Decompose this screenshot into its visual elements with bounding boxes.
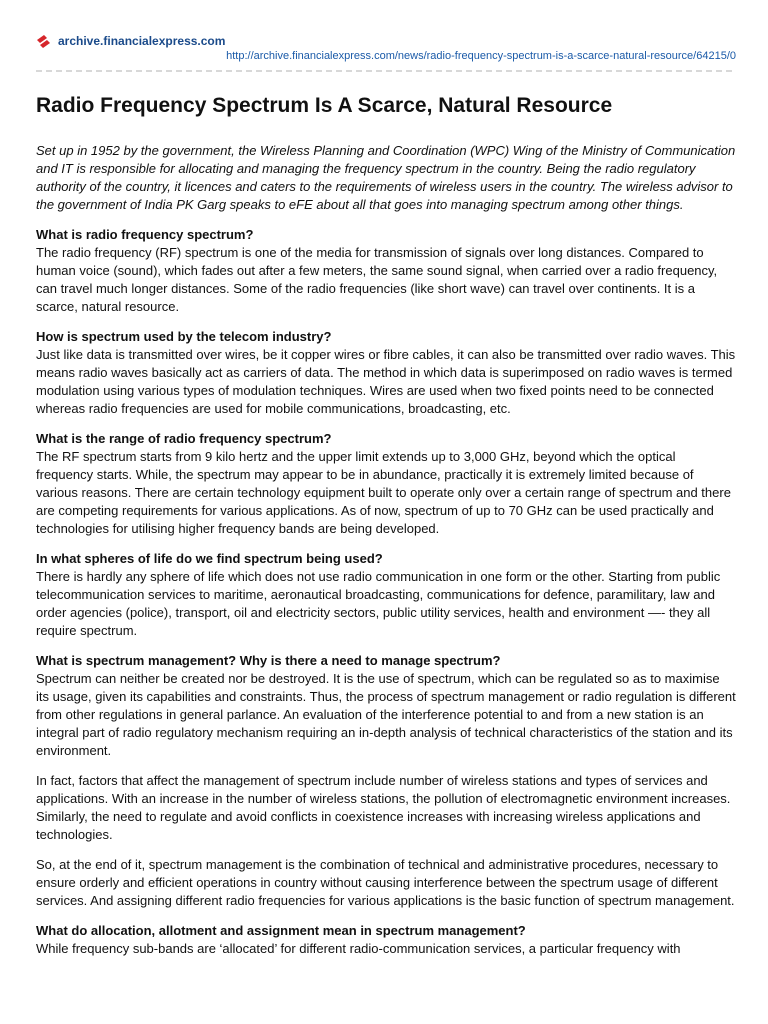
answer-paragraph: While frequency sub-bands are ‘allocated’ for different radio-communication services, a particular frequency with bbox=[36, 941, 681, 956]
article-intro: Set up in 1952 by the government, the Wireless Planning and Coordination (WPC) Wing of the Ministry of Communication and IT is responsible for allocating and managing the frequency spectrum in the country. Being the radio regulatory authority of the country, it licences and caters to the requirements of wireless users in the country. The wireless advisor to the government of India PK Garg speaks to eFE about all that goes into managing spectrum among other things. bbox=[36, 143, 736, 212]
question-heading: How is spectrum used by the telecom industry? bbox=[36, 329, 332, 344]
answer-paragraph: There is hardly any sphere of life which does not use radio communication in one form or the other. Starting from public telecommunication services to maritime, aeronautical broadcasting, communications for defence, paramilitary, law and order agencies (police), transport, oil and electricity sectors, public utility services, health and environment —- they all require spectrum. bbox=[36, 569, 721, 638]
answer-paragraph: The radio frequency (RF) spectrum is one of the media for transmission of signals over long distances. Compared to human voice (sound), which fades out after a few meters, the same sound signal, when carried over a radio frequency, can travel much longer distances. Some of the radio frequencies (like short wave) can travel over continents. It is a scarce, natural resource. bbox=[36, 245, 718, 314]
question-heading: What do allocation, allotment and assignment mean in spectrum management? bbox=[36, 923, 526, 938]
article-title: Radio Frequency Spectrum Is A Scarce, Natural Resource bbox=[36, 94, 613, 117]
financial-express-logo-icon bbox=[36, 34, 52, 50]
source-url-link[interactable]: http://archive.financialexpress.com/news/radio-frequency-spectrum-is-a-scarce-natural-resource/64215/0 bbox=[226, 50, 736, 62]
question-heading: In what spheres of life do we find spectrum being used? bbox=[36, 551, 383, 566]
header-divider bbox=[36, 70, 732, 72]
question-heading: What is radio frequency spectrum? bbox=[36, 227, 254, 242]
answer-paragraph: The RF spectrum starts from 9 kilo hertz and the upper limit extends up to 3,000 GHz, beyond which the optical frequency starts. While, the spectrum may appear to be in abundance, practically it is extremely limited because of various reasons. There are certain technology equipment built to operate only over a certain range of spectrum and there are competing requirements for various applications. As of now, spectrum of up to 70 GHz can be used practically and technologies for utilising higher frequency bands are being developed. bbox=[36, 449, 731, 536]
site-name-link[interactable]: archive.financialexpress.com bbox=[58, 34, 226, 48]
answer-paragraph: Spectrum can neither be created nor be destroyed. It is the use of spectrum, which can be regulated so as to maximise its usage, given its capabilities and constraints. Thus, the process of spectrum management or radio regulation is different from other regulations in general parlance. An evaluation of the interference potential to and from a new station is an integral part of radio regulatory mechanism requiring an in-depth analysis of technical characteristics of the station and its environment. bbox=[36, 671, 736, 758]
answer-paragraph: In fact, factors that affect the management of spectrum include number of wireless stations and types of services and applications. With an increase in the number of wireless stations, the pollution of electromagnetic environment increases. Similarly, the need to regulate and avoid conflicts in coexistence increases with increasing wireless applications and technologies. bbox=[36, 773, 731, 842]
article-body bbox=[36, 142, 736, 970]
site-header bbox=[36, 30, 736, 70]
answer-paragraph: Just like data is transmitted over wires, be it copper wires or fibre cables, it can also be transmitted over radio waves. This means radio waves basically act as carriers of data. The method in which data is superimposed on radio waves is termed modulation using various types of modulation techniques. Wires are used when two fixed points need to be connected whereas radio frequencies are used for mobile communications, broadcasting, etc. bbox=[36, 347, 736, 416]
question-heading: What is spectrum management? Why is there a need to manage spectrum? bbox=[36, 653, 501, 668]
question-heading: What is the range of radio frequency spectrum? bbox=[36, 431, 332, 446]
answer-paragraph: So, at the end of it, spectrum management is the combination of technical and administrative procedures, necessary to ensure orderly and efficient operations in country without causing interference between the spectrum usage of different services. And assigning different radio frequencies for various applications is the basic function of spectrum management. bbox=[36, 857, 735, 908]
